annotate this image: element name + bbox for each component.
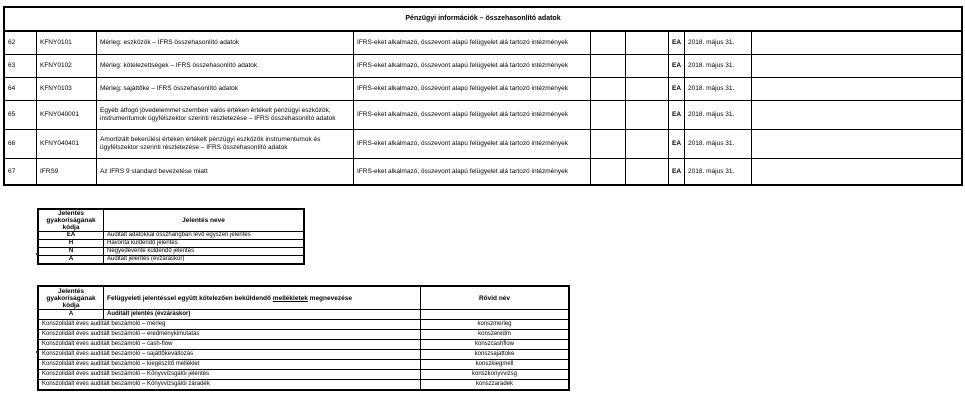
legend-code-header: Jelentés gyakoriságának kódja — [38, 209, 104, 232]
group-label: Auditált jelentés (évzáráskor) — [104, 310, 421, 320]
row-number: 66 — [4, 130, 37, 159]
attachments-group-row — [38, 310, 569, 320]
row-description: Egyéb átfogó jövedelemmel szemben valós értéken értékelt pénzügyi eszközök, instrumentumok ügyfélszektor szerinti részletezése – IFRS összehasonlító adatok — [97, 101, 354, 130]
frequency-legend-table — [37, 208, 305, 265]
group-code: A — [38, 310, 104, 320]
attachment-name: Konszolidált éves auditált beszámoló – sajáttőkeváltozás — [38, 350, 421, 360]
attachment-short: konszsajattoke — [421, 350, 570, 360]
empty-cell — [626, 55, 669, 78]
row-description: Mérleg: sajáttőke – IFRS összehasonlító adatok — [97, 78, 354, 101]
empty-cell — [752, 31, 962, 55]
empty-cell — [626, 130, 669, 159]
attachment-short: konszmerleg — [421, 320, 570, 330]
table-row — [4, 78, 962, 101]
row-date: 2018. május 31. — [685, 31, 752, 55]
empty-cell — [591, 159, 626, 186]
header-text-underlined: mellékletek — [272, 294, 308, 302]
empty-cell — [591, 101, 626, 130]
row-applicability: IFRS-eket alkalmazó, összevont alapú felügyelet alá tartozó intézmények — [354, 159, 591, 186]
row-date: 2018. május 31. — [685, 159, 752, 186]
attachment-name: Konszolidált éves auditált beszámoló – Könyvvizsgálói jelentés — [38, 370, 421, 380]
table-title-row — [4, 7, 962, 31]
attachment-short: konszkonyvvizsg — [421, 370, 570, 380]
empty-cell — [752, 101, 962, 130]
row-description: Mérleg: eszközök – IFRS összehasonlító adatok — [97, 31, 354, 55]
table-row — [38, 380, 569, 391]
table-row — [38, 370, 569, 380]
empty-cell — [421, 310, 570, 320]
legend-code: N — [38, 248, 104, 256]
table-title: Pénzügyi információk – összehasonlító adatok — [4, 7, 962, 31]
row-frequency: EA — [669, 101, 685, 130]
table-row — [4, 101, 962, 130]
row-frequency: EA — [669, 159, 685, 186]
legend-name: Havonta küldendő jelentés — [104, 240, 305, 248]
row-code: KFNY0102 — [37, 55, 97, 78]
row-code: IFRS9 — [37, 159, 97, 186]
empty-cell — [591, 130, 626, 159]
header-text-pre: Felügyeleti jelentéssel együtt kötelezően beküldendő — [107, 294, 273, 302]
row-frequency: EA — [669, 78, 685, 101]
attachment-name: Konszolidált éves auditált beszámoló – mérleg — [38, 320, 421, 330]
empty-cell — [626, 159, 669, 186]
legend-row — [38, 248, 304, 256]
row-frequency: EA — [669, 130, 685, 159]
scan-artifact — [36, 253, 38, 255]
attachments-name-header — [104, 286, 421, 310]
row-date: 2018. május 31. — [685, 130, 752, 159]
financial-info-table — [3, 6, 963, 186]
row-number: 62 — [4, 31, 37, 55]
table-row — [4, 130, 962, 159]
attachment-name: Konszolidált éves auditált beszámoló – kiegészítő melléklet — [38, 360, 421, 370]
table-row — [38, 360, 569, 370]
attachment-name: Konszolidált éves auditált beszámoló – Könyvvizsgálói záradék — [38, 380, 421, 391]
row-code: KFNY0103 — [37, 78, 97, 101]
row-description: Amortizált bekerülési értéken értékelt pénzügyi eszközök instrumentumok és ügyfélszektor szerinti részletezése – IFRS összehasonlító adatok — [97, 130, 354, 159]
table-row — [4, 159, 962, 186]
legend-name: Negyedévente küldendő jelentés — [104, 248, 305, 256]
empty-cell — [591, 55, 626, 78]
row-code: KFNY040401 — [37, 130, 97, 159]
empty-cell — [752, 130, 962, 159]
row-applicability: IFRS-eket alkalmazó, összevont alapú felügyelet alá tartozó intézmények — [354, 130, 591, 159]
row-date: 2018. május 31. — [685, 55, 752, 78]
row-description: Az IFRS 9 standard bevezetése miatt — [97, 159, 354, 186]
empty-cell — [752, 159, 962, 186]
empty-cell — [752, 55, 962, 78]
row-applicability: IFRS-eket alkalmazó, összevont alapú felügyelet alá tartozó intézmények — [354, 78, 591, 101]
table-row — [38, 340, 569, 350]
header-text-post: megnevezése — [307, 294, 352, 302]
row-description: Mérleg: kötelezettségek – IFRS összehasonlító adatok — [97, 55, 354, 78]
empty-cell — [626, 101, 669, 130]
table-row — [38, 320, 569, 330]
row-number: 63 — [4, 55, 37, 78]
legend-row — [38, 240, 304, 248]
legend-name: Auditált adatokkal összhangban lévő egyszeri jelentés — [104, 232, 305, 240]
empty-cell — [626, 31, 669, 55]
table-row — [38, 330, 569, 340]
empty-cell — [626, 78, 669, 101]
empty-cell — [591, 78, 626, 101]
attachments-short-header: Rövid név — [421, 286, 570, 310]
row-frequency: EA — [669, 55, 685, 78]
legend-code: H — [38, 240, 104, 248]
legend-code: EA — [38, 232, 104, 240]
attachment-name: Konszolidált éves auditált beszámoló – eredménykimutatás — [38, 330, 421, 340]
row-number: 64 — [4, 78, 37, 101]
row-applicability: IFRS-eket alkalmazó, összevont alapú felügyelet alá tartozó intézmények — [354, 101, 591, 130]
table-row — [4, 31, 962, 55]
attachments-code-header: Jelentés gyakoriságának kódja — [38, 286, 104, 310]
attachment-short: konszcashflow — [421, 340, 570, 350]
attachment-short: konszzaradek — [421, 380, 570, 391]
attachments-header-row — [38, 286, 569, 310]
attachments-table — [37, 285, 570, 391]
row-code: KFNY0101 — [37, 31, 97, 55]
empty-cell — [752, 78, 962, 101]
attachment-short: konszkiegmell — [421, 360, 570, 370]
legend-name: Auditált jelentés (évzáráskor) — [104, 256, 305, 265]
legend-code: A — [38, 256, 104, 265]
table-row — [4, 55, 962, 78]
legend-header-row — [38, 209, 304, 232]
scan-artifact — [36, 351, 38, 353]
legend-name-header: Jelentés neve — [104, 209, 305, 232]
row-applicability: IFRS-eket alkalmazó, összevont alapú felügyelet alá tartozó intézmények — [354, 31, 591, 55]
row-applicability: IFRS-eket alkalmazó, összevont alapú felügyelet alá tartozó intézmények — [354, 55, 591, 78]
empty-cell — [591, 31, 626, 55]
row-date: 2018. május 31. — [685, 78, 752, 101]
table-row — [38, 350, 569, 360]
row-date: 2018. május 31. — [685, 101, 752, 130]
row-frequency: EA — [669, 31, 685, 55]
attachment-short: konszeredm — [421, 330, 570, 340]
legend-row — [38, 256, 304, 265]
row-code: KFNY040001 — [37, 101, 97, 130]
legend-row — [38, 232, 304, 240]
row-number: 65 — [4, 101, 37, 130]
attachment-name: Konszolidált éves auditált beszámoló – cash-flow — [38, 340, 421, 350]
row-number: 67 — [4, 159, 37, 186]
